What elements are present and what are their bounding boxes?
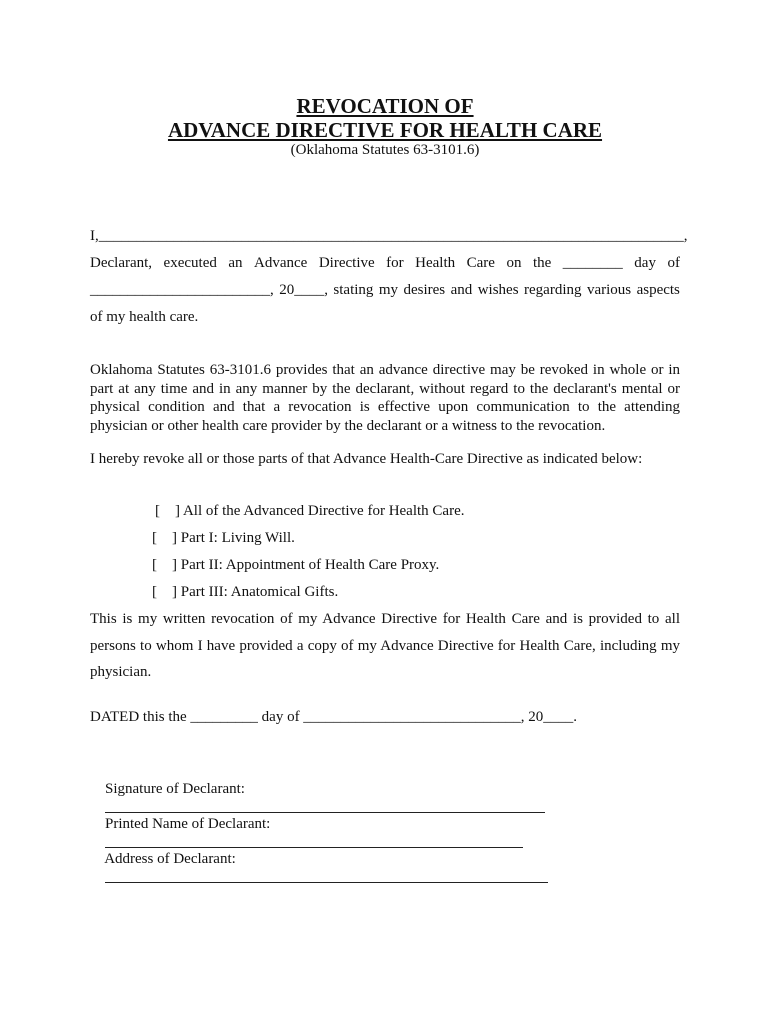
statute-paragraph: Oklahoma Statutes 63-3101.6 provides that an advance directive may be revoked in whole or in part at any time and in any manner by the declarant, without regard to the declarant's mental or physical condition and that a revocation is effective upon communication to the attending physician or other health care provider by the declarant or a witness to the revocation. — [90, 362, 680, 435]
option-label: All of the Advanced Directive for Health Care. — [182, 503, 465, 519]
title-line-2: ADVANCE DIRECTIVE FOR HEALTH CARE — [167, 118, 603, 142]
checkbox-all[interactable]: [ ] — [155, 503, 180, 519]
word: day — [634, 255, 656, 271]
word: an — [228, 255, 243, 271]
word: stating — [333, 282, 374, 298]
declarant-health-care-line: of my health care. — [90, 309, 199, 325]
word: Care — [466, 255, 495, 271]
revoke-intro: I hereby revoke all or those parts of that Advance Health-Care Directive as indicated below: — [90, 451, 643, 467]
word: executed — [163, 255, 217, 271]
word: Health — [415, 255, 456, 271]
word: regarding — [524, 282, 582, 298]
signature-label: Signature of Declarant: — [105, 781, 245, 797]
checkbox-anatomical-gifts[interactable]: [ ] — [152, 584, 177, 600]
statute-citation: (Oklahoma Statutes 63-3101.6) — [290, 142, 480, 158]
day-blank[interactable]: ________ — [562, 255, 623, 271]
declarant-name-comma: , — [683, 228, 688, 244]
word: on — [506, 255, 522, 271]
option-label: Part I: Living Will. — [180, 530, 295, 546]
option-label: Part II: Appointment of Health Care Proxy. — [180, 557, 440, 573]
word: my — [378, 282, 399, 298]
declarant-name-blank[interactable]: ______________________________________________________________________________ — [98, 228, 684, 244]
word: and — [450, 282, 473, 298]
word: desires — [403, 282, 446, 298]
address-label: Address of Declarant: — [104, 851, 236, 867]
word: Advance — [254, 255, 308, 271]
option-label: Part III: Anatomical Gifts. — [180, 584, 339, 600]
address-field — [90, 834, 548, 905]
declarant-executed-line — [90, 255, 680, 272]
printed-name-label: Printed Name of Declarant: — [105, 816, 271, 832]
declarant-name-line — [90, 228, 688, 245]
declarant-prefix: I, — [90, 228, 99, 244]
checkbox-health-care-proxy[interactable]: [ ] — [152, 557, 177, 573]
word: Declarant, — [90, 255, 153, 271]
month-blank[interactable]: ________________________, — [90, 282, 274, 298]
word: aspects — [636, 282, 680, 298]
word: Directive — [318, 255, 375, 271]
year-blank[interactable]: 20____, — [279, 282, 328, 298]
checkbox-living-will[interactable]: [ ] — [152, 530, 177, 546]
address-input-line[interactable] — [105, 868, 548, 883]
dated-line[interactable]: DATED this the _________ day of _____________________________, 20____. — [90, 709, 578, 725]
closing-paragraph: This is my written revocation of my Advance Directive for Health Care and is provided to all persons to whom I have provided a copy of my Advance Directive for Health Care, including my physician. — [90, 611, 680, 680]
word: of — [667, 255, 680, 271]
word: various — [586, 282, 632, 298]
word: wishes — [477, 282, 519, 298]
word: for — [386, 255, 404, 271]
title-line-1: REVOCATION OF — [296, 94, 474, 118]
word: the — [532, 255, 552, 271]
declarant-date-line — [90, 282, 680, 299]
